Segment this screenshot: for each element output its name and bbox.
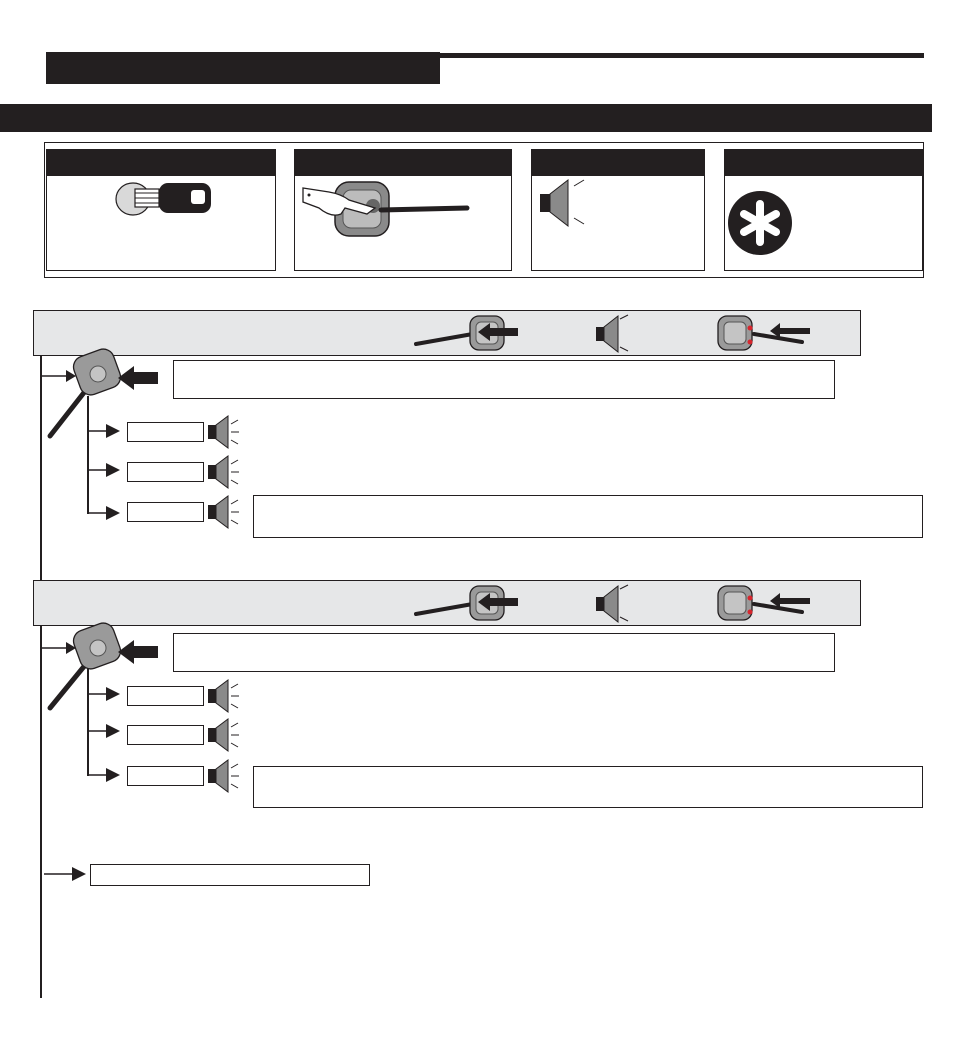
final-step-box [90, 864, 370, 886]
final-arrow [44, 866, 88, 882]
speaker-sound-icon [206, 718, 242, 750]
asterisk-icon [727, 190, 797, 260]
legend-asterisk-heading [725, 150, 922, 176]
legend-press-heading [295, 150, 511, 176]
option-note-2 [253, 766, 923, 808]
tone-option-1 [127, 686, 204, 706]
legend-key-heading [47, 150, 275, 176]
key-icon [113, 180, 223, 220]
speaker-sound-icon [206, 759, 242, 791]
press-button-transmitter-icon [301, 178, 481, 244]
legend-press-button [294, 149, 512, 271]
title-rule [440, 53, 924, 58]
branch-arrow [88, 461, 122, 477]
legend-asterisk [724, 149, 923, 271]
branch-arrow [88, 422, 122, 438]
speaker-icon [594, 583, 634, 623]
speaker-sound-icon [206, 455, 242, 487]
legend-speaker-heading [532, 150, 704, 176]
legend-speaker [531, 149, 705, 271]
option-note-1 [253, 495, 923, 538]
speaker-sound-icon [206, 415, 242, 447]
legend-key [46, 149, 276, 271]
tone-option-3 [127, 766, 204, 786]
speaker-sound-icon [206, 495, 242, 527]
branch-line-1 [87, 396, 89, 514]
branch-arrow [88, 504, 122, 520]
transmitter-led-icon [714, 582, 814, 624]
speaker-icon [594, 313, 634, 353]
tone-option-3 [127, 502, 204, 522]
transmitter-press-icon [414, 582, 524, 624]
press-description-1 [173, 360, 835, 399]
page-title [46, 52, 440, 84]
branch-arrow [88, 685, 122, 701]
tone-option-2 [127, 725, 204, 745]
speaker-icon [538, 178, 598, 238]
press-description-2 [173, 633, 835, 672]
branch-arrow [88, 722, 122, 738]
tone-option-2 [127, 462, 204, 482]
branch-arrow [88, 766, 122, 782]
tone-option-1 [127, 422, 204, 442]
transmitter-press-icon [414, 312, 524, 354]
speaker-sound-icon [206, 679, 242, 711]
section-title [0, 104, 932, 132]
transmitter-led-icon [714, 312, 814, 354]
